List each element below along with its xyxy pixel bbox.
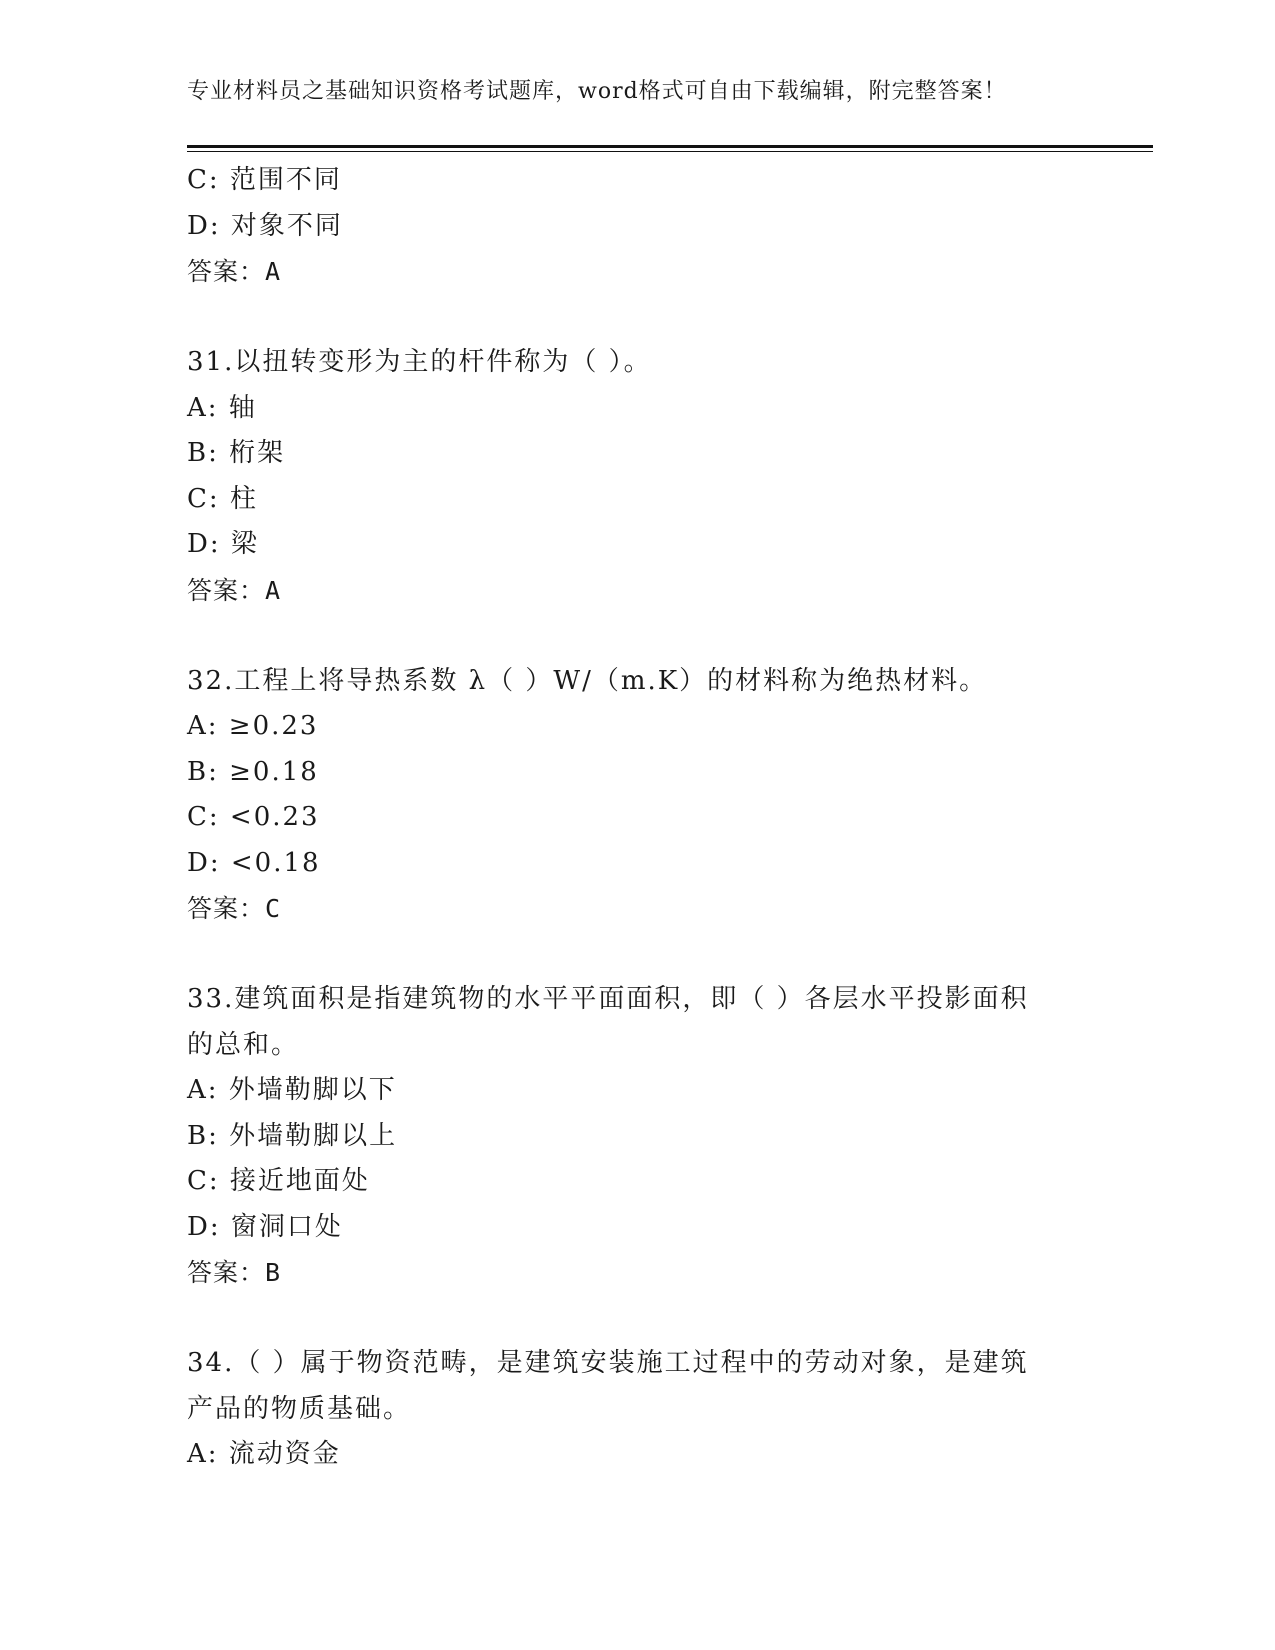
question-stem-line-1: 34.（ ）属于物资范畴，是建筑安装施工过程中的劳动对象，是建筑 <box>187 1348 1029 1378</box>
option-c: C: 柱 <box>187 483 258 514</box>
page-header: 专业材料员之基础知识资格考试题库，word格式可自由下载编辑，附完整答案！ <box>187 79 1007 104</box>
option-b: B: 外墙勒脚以上 <box>187 1120 398 1151</box>
question-stem: 32.工程上将导热系数 λ（ ）W/（m.K）的材料称为绝热材料。 <box>187 665 988 696</box>
question-block-31 <box>187 340 1067 613</box>
question-stem-line-1: 33.建筑面积是指建筑物的水平平面面积，即（ ）各层水平投影面积 <box>187 984 1029 1014</box>
spacer <box>187 295 1067 341</box>
question-stem-line-2: 产品的物质基础。 <box>187 1393 412 1424</box>
answer-line: 答案：C <box>187 894 282 923</box>
spacer <box>187 932 1067 978</box>
header-rule-thin <box>187 151 1153 152</box>
option-d: D: 对象不同 <box>187 210 343 241</box>
option-c: C: 接近地面处 <box>187 1166 370 1196</box>
option-c: C: <0.23 <box>187 802 320 832</box>
option-d: D: 窗洞口处 <box>187 1211 343 1242</box>
question-block-34 <box>187 1341 1067 1478</box>
option-a: A: 流动资金 <box>187 1439 341 1469</box>
option-a: A: 轴 <box>187 392 257 423</box>
answer-line: 答案：A <box>187 575 282 605</box>
spacer <box>187 1296 1067 1342</box>
option-b: B: 桁架 <box>187 438 286 468</box>
option-a: A: 外墙勒脚以下 <box>187 1075 397 1105</box>
option-c: C: 范围不同 <box>187 165 342 195</box>
answer-line: 答案：A <box>187 257 282 286</box>
header-rule-thick <box>187 145 1153 148</box>
question-block-32 <box>187 659 1067 932</box>
option-a: A: ≥0.23 <box>187 711 319 741</box>
question-block-33 <box>187 977 1067 1296</box>
question-stem: 31.以扭转变形为主的杆件称为（ ）。 <box>187 347 652 377</box>
answer-line: 答案：B <box>187 1258 282 1287</box>
option-d: D: <0.18 <box>187 847 321 878</box>
question-list <box>187 158 1067 1478</box>
question-stem-line-2: 的总和。 <box>187 1029 300 1060</box>
option-b: B: ≥0.18 <box>187 756 319 787</box>
option-d: D: 梁 <box>187 529 259 559</box>
question-block-30 <box>187 158 1067 295</box>
spacer <box>187 613 1067 659</box>
